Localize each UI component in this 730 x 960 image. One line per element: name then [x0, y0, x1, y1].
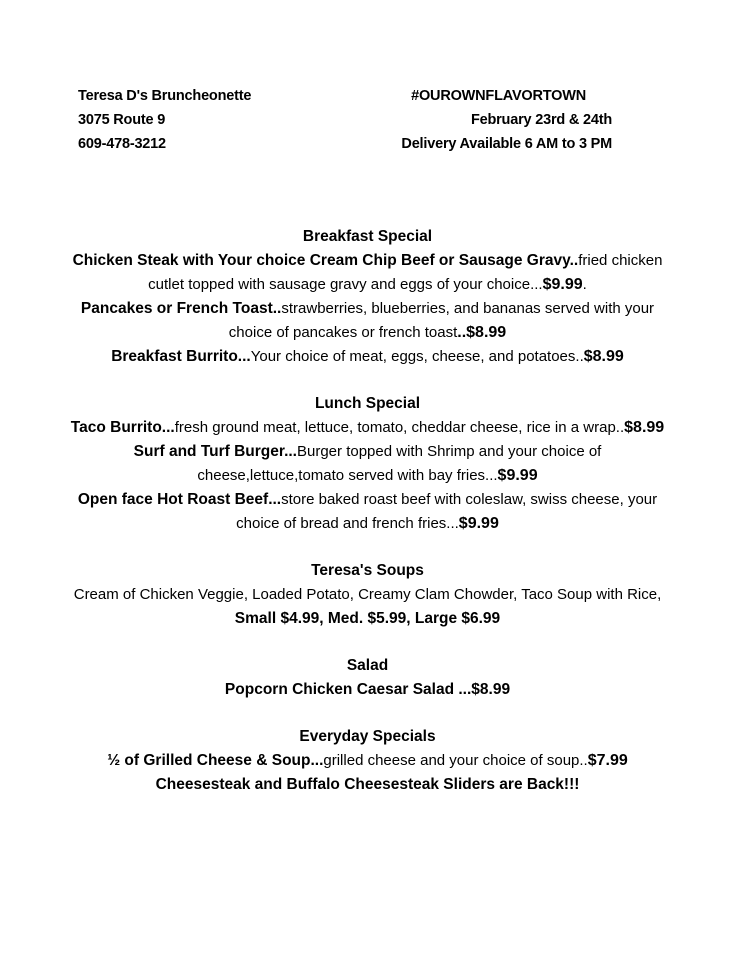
sliders-announcement: Cheesesteak and Buffalo Cheesesteak Sliders are Back!!!	[155, 776, 580, 793]
section-title: Lunch Special	[314, 395, 421, 412]
section-breakfast	[60, 225, 675, 369]
menu-item	[60, 749, 675, 773]
item-description: strawberries, blueberries, and bananas served with your choice of pancakes or french toast	[228, 300, 655, 341]
item-price: $9.99	[458, 515, 499, 532]
item-name: Chicken Steak with Your choice Cream Chip Beef or Sausage Gravy..	[72, 252, 579, 269]
soup-prices: Small $4.99, Med. $5.99, Large $6.99	[234, 610, 501, 627]
item-description: Burger topped with Shrimp and your choice of cheese,lettuce,tomato served with bay fries...	[197, 443, 602, 484]
item-description: Your choice of meat, eggs, cheese, and potatoes..	[250, 348, 584, 365]
section-lunch	[60, 392, 675, 536]
item-price: $8.99	[583, 348, 624, 365]
section-title: Teresa's Soups	[311, 562, 424, 579]
section-title: Everyday Specials	[299, 728, 436, 745]
item-name: Taco Burrito...	[70, 419, 175, 436]
section-soups	[60, 559, 675, 631]
item-price: $7.99	[587, 752, 628, 769]
menu-dates: February 23rd & 24th	[470, 112, 612, 128]
item-description: fried chicken cutlet topped with sausage gravy and eggs of your choice...	[148, 252, 663, 293]
business-name: Teresa D's Bruncheonette	[78, 88, 252, 104]
header-right	[401, 84, 612, 156]
item-price: $9.99	[542, 276, 583, 293]
section-everyday	[60, 725, 675, 797]
salad-item: Popcorn Chicken Caesar Salad ...$8.99	[224, 681, 511, 698]
item-name: Surf and Turf Burger...	[133, 443, 297, 460]
delivery-hours: Delivery Available 6 AM to 3 PM	[401, 136, 612, 152]
item-description: store baked roast beef with coleslaw, swiss cheese, your choice of bread and french fries...	[236, 491, 658, 532]
menu-item	[60, 440, 675, 488]
item-price: ..$8.99	[457, 324, 507, 341]
item-name: Pancakes or French Toast..	[80, 300, 282, 317]
item-name: Breakfast Burrito...	[111, 348, 251, 365]
section-title: Breakfast Special	[302, 228, 433, 245]
business-phone: 609-478-3212	[78, 136, 166, 152]
header	[78, 84, 612, 156]
menu-item	[60, 249, 675, 297]
menu-item	[60, 345, 675, 369]
item-suffix: .	[582, 276, 587, 293]
item-price: $8.99	[624, 419, 665, 436]
item-description: grilled cheese and your choice of soup..	[323, 752, 588, 769]
item-description: fresh ground meat, lettuce, tomato, cheddar cheese, rice in a wrap..	[174, 419, 625, 436]
hashtag: #OUROWNFLAVORTOWN	[411, 88, 586, 104]
business-address: 3075 Route 9	[78, 112, 166, 128]
menu-item	[60, 416, 675, 440]
section-title: Salad	[346, 657, 389, 674]
item-name: Open face Hot Roast Beef...	[77, 491, 282, 508]
soup-list: Cream of Chicken Veggie, Loaded Potato, Creamy Clam Chowder, Taco Soup with Rice,	[73, 586, 662, 603]
menu-item	[60, 488, 675, 536]
item-price: $9.99	[497, 467, 538, 484]
menu-item	[60, 297, 675, 345]
menu-body	[60, 225, 675, 820]
section-salad	[60, 654, 675, 702]
header-left	[78, 84, 251, 156]
item-name: ½ of Grilled Cheese & Soup...	[107, 752, 324, 769]
